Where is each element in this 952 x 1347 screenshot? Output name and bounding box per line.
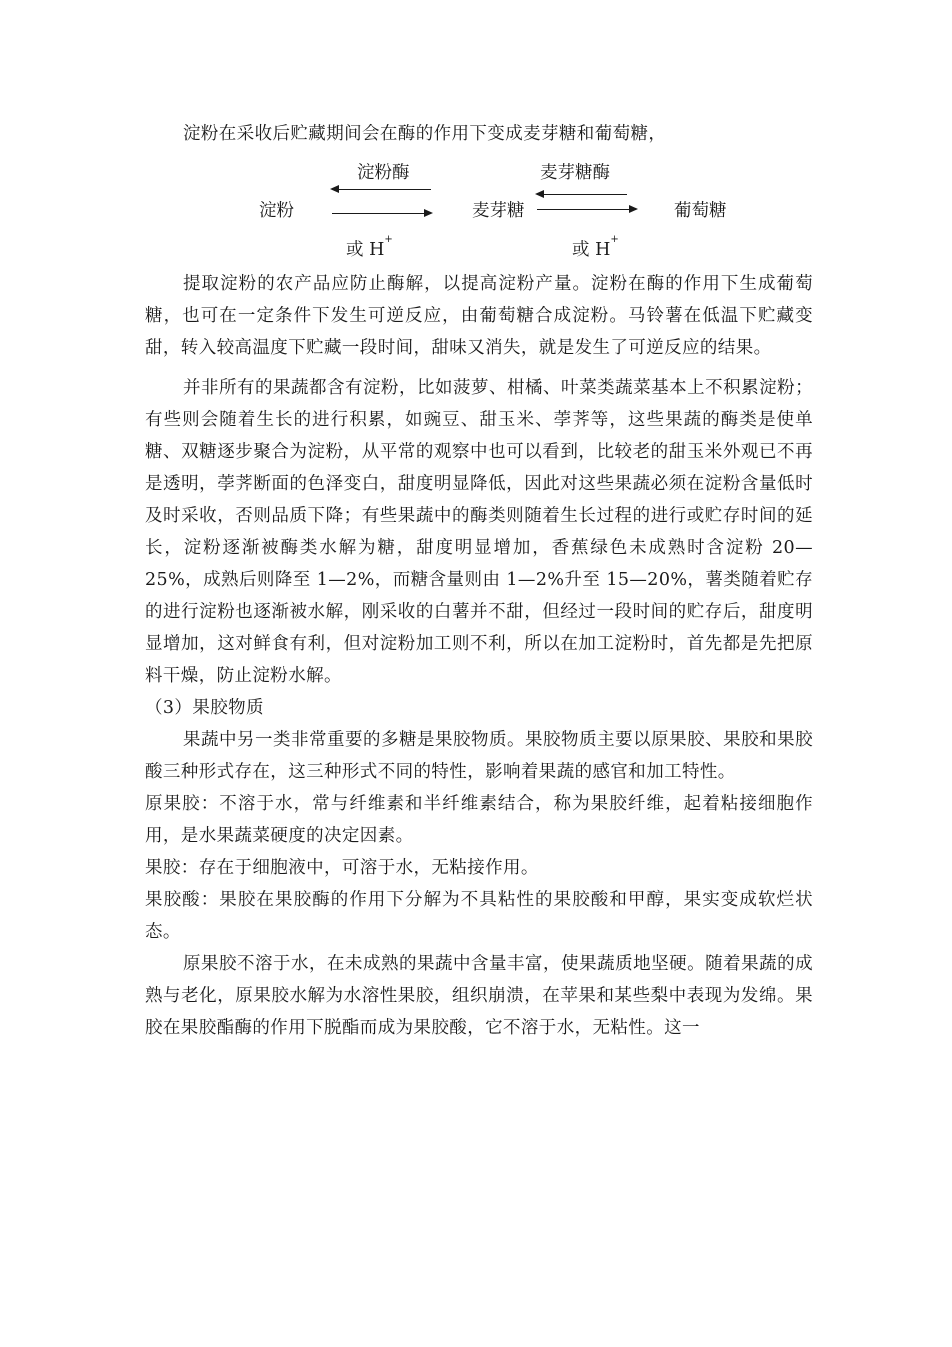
enzyme-amylase-label: 淀粉酶 [357,163,410,183]
forward-arrow-1 [332,213,431,214]
paragraph-pectin-intro: 果蔬中另一类非常重要的多糖是果胶物质。果胶物质主要以原果胶、果胶和果胶酸三种形式存在，这三种形式不同的特性，影响着果蔬的感官和加工特性。 [145,730,813,782]
reverse-arrow-2 [537,194,627,195]
intro-paragraph: 淀粉在采收后贮藏期间会在酶的作用下变成麦芽糖和葡萄糖， [183,124,667,144]
body-text [145,268,813,1044]
acid-catalyst-label-1: 或 H+ [346,234,393,260]
intro-block [145,118,813,150]
definition-pectin: 果胶：存在于细胞液中，可溶于水，无粘接作用。 [145,858,539,878]
section-heading-pectin: （3）果胶物质 [145,698,264,718]
enzyme-maltase-label: 麦芽糖酶 [540,163,610,183]
paragraph-starch-extraction: 提取淀粉的农产品应防止酶解，以提高淀粉产量。淀粉在酶的作用下生成葡萄糖，也可在一定条件下发生可逆反应，由葡萄糖合成淀粉。马铃薯在低温下贮藏变甜，转入较高温度下贮藏一段时间，甜味又消失，就是发生了可逆反应的结果。 [145,274,813,358]
paragraph-protopectin-change: 原果胶不溶于水，在未成熟的果蔬中含量丰富，使果蔬质地坚硬。随着果蔬的成熟与老化，原果胶水解为水溶性果胶，组织崩溃，在苹果和某些梨中表现为发绵。果胶在果胶酯酶的作用下脱酯而成为果胶酸，它不溶于水，无粘性。这一 [145,954,813,1038]
reverse-arrow-1 [332,189,431,190]
forward-arrow-2 [537,209,636,210]
maltose-label: 麦芽糖 [472,201,525,221]
paragraph-starch-accumulation: 并非所有的果蔬都含有淀粉，比如菠萝、柑橘、叶菜类蔬菜基本上不积累淀粉；有些则会随着生长的进行积累，如豌豆、甜玉米、荸荠等，这些果蔬的酶类是使单糖、双糖逐步聚合为淀粉，从平常的观察中也可以看到，比较老的甜玉米外观已不再是透明，荸荠断面的色泽变白，甜度明显降低，因此对这些果蔬必须在淀粉含量低时及时采收，否则品质下降；有些果蔬中的酶类则随着生长过程的进行或贮存时间的延长，淀粉逐渐被酶类水解为糖，甜度明显增加，香蕉绿色未成熟时含淀粉 20—25%，成熟后则降至 1—2%，而糖含量则由 1—2%升至 15—20%，薯类随着贮存的进行淀粉也逐渐被水解，刚采收的白薯并不甜，但经过一段时间的贮存后，甜度明显增加，这对鲜食有利，但对淀粉加工则不利，所以在加工淀粉时，首先都是先把原料干燥，防止淀粉水解。 [145,378,813,686]
definition-pectic-acid: 果胶酸：果胶在果胶酶的作用下分解为不具粘性的果胶酸和甲醇，果实变成软烂状态。 [145,890,813,942]
starch-label: 淀粉 [259,201,294,221]
definition-protopectin: 原果胶：不溶于水，常与纤维素和半纤维素结合，称为果胶纤维，起着粘接细胞作用，是水果蔬菜硬度的决定因素。 [145,794,813,846]
glucose-label: 葡萄糖 [674,201,727,221]
starch-hydrolysis-diagram [0,150,952,265]
acid-catalyst-label-2: 或 H+ [572,234,619,260]
